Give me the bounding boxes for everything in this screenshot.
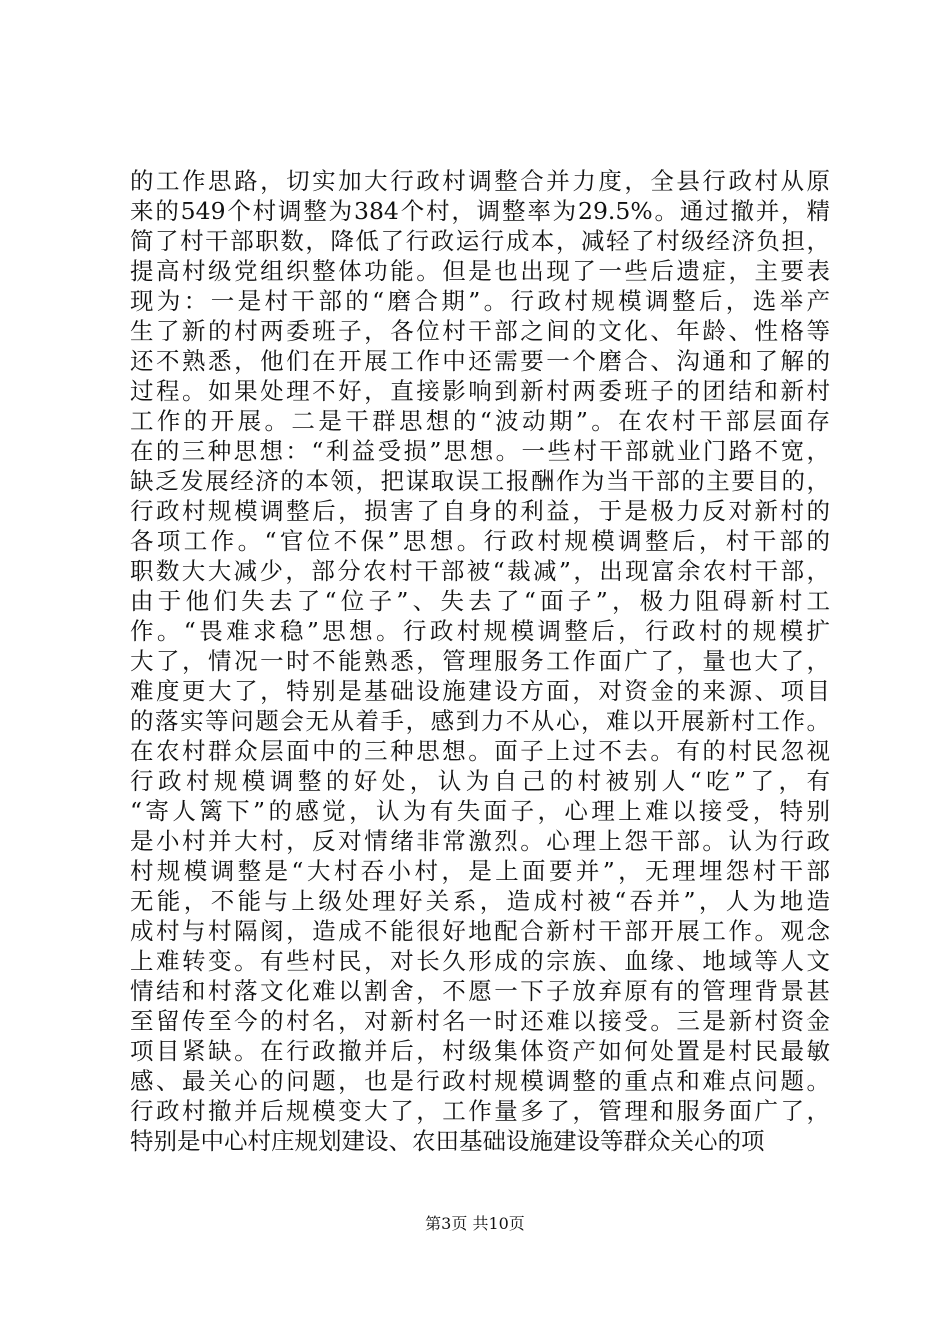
text-line: 是小村并大村，反对情绪非常激烈。心理上怨干部。认为行政 bbox=[130, 827, 830, 855]
text-line: 行政村规模调整的好处，认为自己的村被别人“吃”了，有 bbox=[130, 767, 830, 795]
text-line: 在的三种思想：“利益受损”思想。一些村干部就业门路不宽， bbox=[130, 437, 830, 465]
text-line: 由于他们失去了“位子”、失去了“面子”，极力阻碍新村工 bbox=[130, 587, 830, 615]
text-line: 简了村干部职数，降低了行政运行成本，减轻了村级经济负担， bbox=[130, 227, 830, 255]
text-line: 现为：一是村干部的“磨合期”。行政村规模调整后，选举产 bbox=[130, 287, 830, 315]
text-line: 项目紧缺。在行政撤并后，村级集体资产如何处置是村民最敏 bbox=[130, 1037, 830, 1065]
text-line: 的落实等问题会无从着手，感到力不从心，难以开展新村工作。 bbox=[130, 707, 830, 735]
text-line: 行政村规模调整后，损害了自身的利益，于是极力反对新村的 bbox=[130, 497, 830, 525]
text-line: 过程。如果处理不好，直接影响到新村两委班子的团结和新村 bbox=[130, 377, 830, 405]
text-line: 大了，情况一时不能熟悉，管理服务工作面广了，量也大了， bbox=[130, 647, 830, 675]
text-line: 无能，不能与上级处理好关系，造成村被“吞并”，人为地造 bbox=[130, 887, 830, 915]
page-number-footer: 第3页 共10页 bbox=[425, 1214, 525, 1233]
text-line: 在农村群众层面中的三种思想。面子上过不去。有的村民忽视 bbox=[130, 737, 830, 765]
text-line: 职数大大减少，部分农村干部被“裁减”，出现富余农村干部， bbox=[130, 557, 830, 585]
text-line: 村规模调整是“大村吞小村，是上面要并”，无理埋怨村干部 bbox=[130, 857, 830, 885]
text-line: 上难转变。有些村民，对长久形成的宗族、血缘、地域等人文 bbox=[130, 947, 830, 975]
document-body bbox=[130, 166, 830, 1156]
text-line: 感、最关心的问题，也是行政村规模调整的重点和难点问题。 bbox=[130, 1067, 830, 1095]
text-line: 情结和村落文化难以割舍，不愿一下子放弃原有的管理背景甚 bbox=[130, 977, 830, 1005]
text-line: 生了新的村两委班子，各位村干部之间的文化、年龄、性格等 bbox=[130, 317, 830, 345]
text-line: 缺乏发展经济的本领，把谋取误工报酬作为当干部的主要目的， bbox=[130, 467, 830, 495]
text-line: 还不熟悉，他们在开展工作中还需要一个磨合、沟通和了解的 bbox=[130, 347, 830, 375]
text-line: 提高村级党组织整体功能。但是也出现了一些后遗症，主要表 bbox=[130, 257, 830, 285]
text-line: 的工作思路，切实加大行政村调整合并力度，全县行政村从原 bbox=[130, 167, 830, 195]
text-line: 来的549个村调整为384个村，调整率为29.5%。通过撤并，精 bbox=[130, 197, 830, 225]
text-line: 成村与村隔阂，造成不能很好地配合新村干部开展工作。观念 bbox=[130, 917, 830, 945]
text-line: 至留传至今的村名，对新村名一时还难以接受。三是新村资金 bbox=[130, 1007, 830, 1035]
text-line: 作。“畏难求稳”思想。行政村规模调整后，行政村的规模扩 bbox=[130, 617, 830, 645]
text-line: 难度更大了，特别是基础设施建设方面，对资金的来源、项目 bbox=[130, 677, 830, 705]
text-line: 特别是中心村庄规划建设、农田基础设施建设等群众关心的项 bbox=[130, 1127, 765, 1155]
text-line: 各项工作。“官位不保”思想。行政村规模调整后，村干部的 bbox=[130, 527, 830, 555]
text-line: “寄人篱下”的感觉，认为有失面子，心理上难以接受，特别 bbox=[130, 797, 830, 825]
text-line: 工作的开展。二是干群思想的“波动期”。在农村干部层面存 bbox=[130, 407, 830, 435]
text-line: 行政村撤并后规模变大了，工作量多了，管理和服务面广了， bbox=[130, 1097, 830, 1125]
